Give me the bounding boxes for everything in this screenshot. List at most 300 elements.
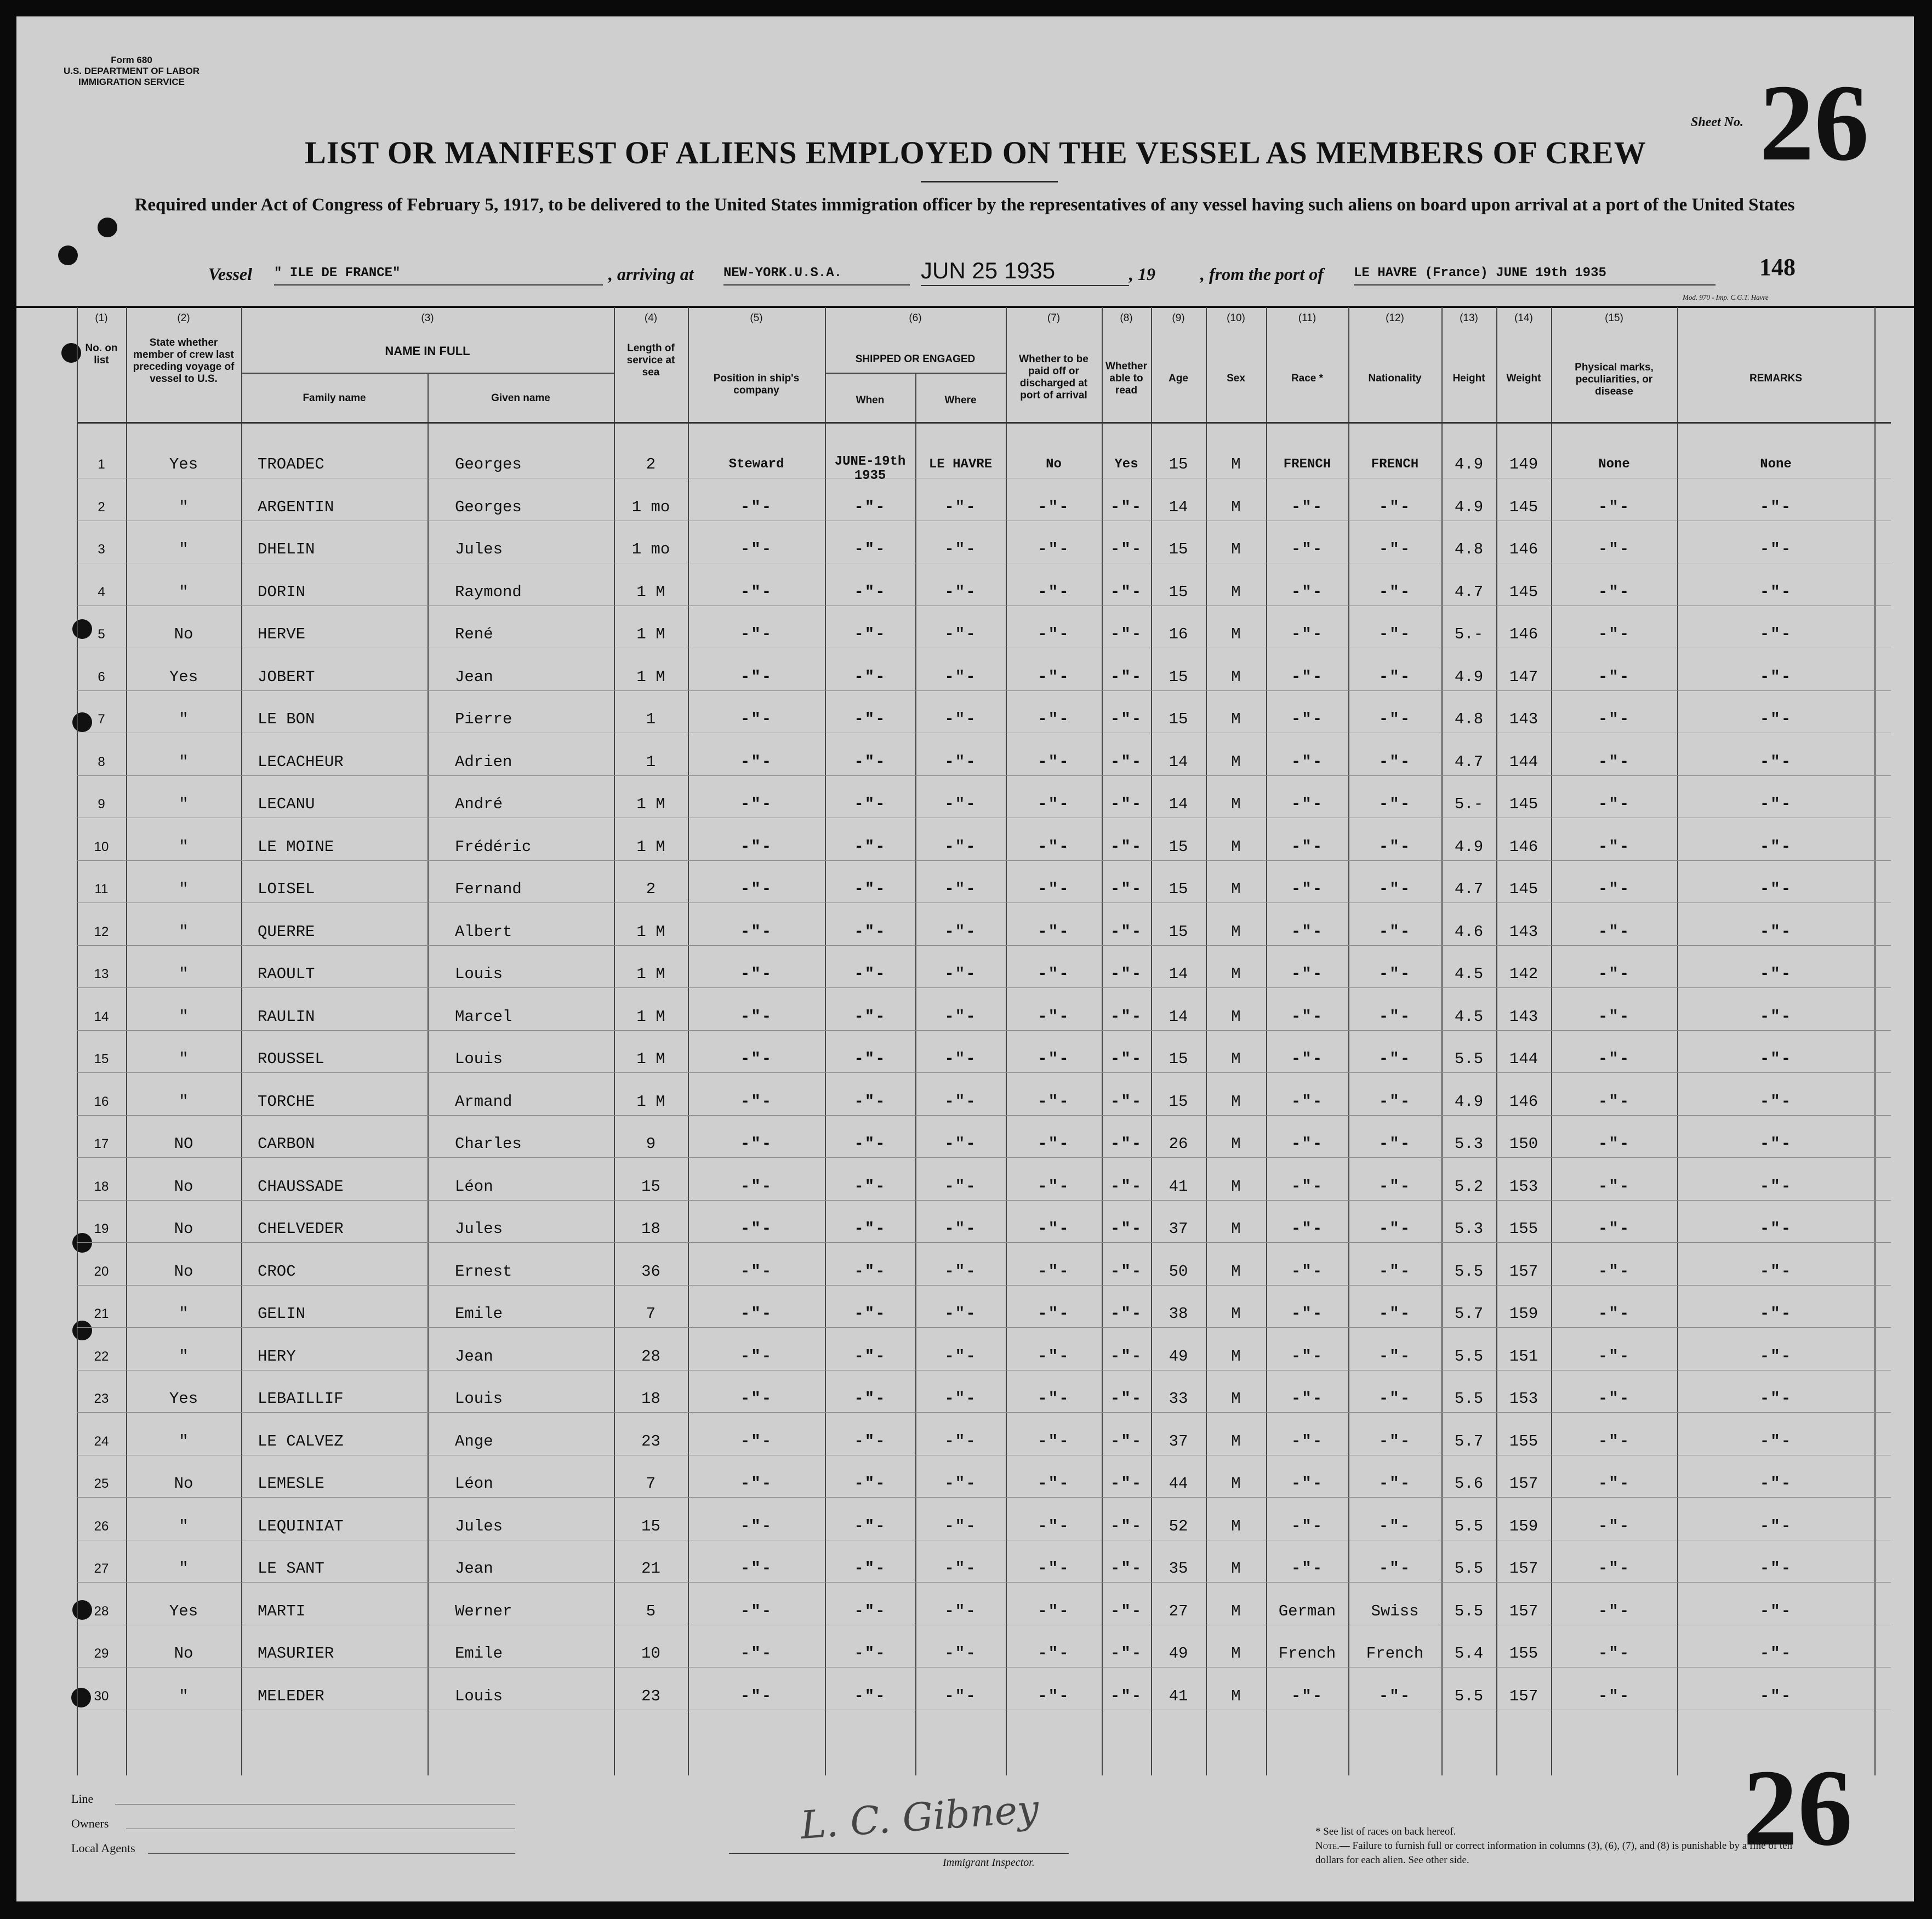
row-1-service: 2 — [646, 455, 656, 473]
row-16-service: 1 M — [636, 1092, 665, 1111]
row-30-marks: -"- — [1598, 1687, 1631, 1705]
row-2-pos: -"- — [740, 498, 773, 516]
row-24-height: 5.7 — [1454, 1432, 1484, 1450]
row-24-service: 23 — [641, 1432, 660, 1450]
row-11-no: 11 — [94, 882, 109, 896]
row-19-weight: 155 — [1509, 1220, 1538, 1238]
row-13-paid: -"- — [1038, 965, 1070, 983]
row-13-race: -"- — [1291, 965, 1324, 983]
column-rule — [1006, 307, 1007, 1775]
row-28-when: -"- — [854, 1602, 886, 1620]
row-4-height: 4.7 — [1454, 582, 1484, 601]
row-10-age: 15 — [1169, 837, 1188, 856]
row-2-when: -"- — [854, 498, 886, 516]
row-20-where: -"- — [944, 1262, 977, 1281]
row-8-remarks: -"- — [1759, 752, 1792, 771]
row-18-remarks: -"- — [1759, 1177, 1792, 1196]
row-2-race: -"- — [1291, 498, 1324, 516]
row-13-when: -"- — [854, 965, 886, 983]
row-26-given: Jules — [455, 1517, 503, 1535]
row-29-paid: -"- — [1038, 1644, 1070, 1663]
row-2-sex: M — [1231, 498, 1241, 516]
row-5-race: -"- — [1291, 625, 1324, 643]
row-9-pos: -"- — [740, 795, 773, 813]
row-5-remarks: -"- — [1759, 625, 1792, 643]
row-1-prev: Yes — [169, 455, 198, 473]
row-22-service: 28 — [641, 1347, 660, 1366]
row-2-nat: -"- — [1378, 498, 1411, 516]
col-header-race: Race * — [1291, 373, 1324, 384]
row-rule — [77, 1072, 1891, 1073]
row-24-sex: M — [1231, 1432, 1241, 1450]
row-30-prev: " — [179, 1687, 189, 1705]
row-28-family: MARTI — [258, 1602, 306, 1620]
row-20-service: 36 — [641, 1262, 660, 1281]
row-27-nat: -"- — [1378, 1560, 1411, 1578]
row-13-weight: 142 — [1509, 965, 1538, 983]
column-rule — [1266, 307, 1267, 1775]
row-19-read: -"- — [1110, 1220, 1143, 1238]
row-22-sex: M — [1231, 1347, 1241, 1366]
row-29-weight: 155 — [1509, 1644, 1538, 1663]
row-27-race: -"- — [1291, 1560, 1324, 1578]
row-11-family: LOISEL — [258, 880, 315, 898]
row-21-prev: " — [179, 1305, 189, 1323]
row-18-pos: -"- — [740, 1177, 773, 1196]
row-15-given: Louis — [455, 1050, 503, 1068]
row-29-nat: French — [1366, 1644, 1424, 1663]
col-header-remarks: REMARKS — [1749, 373, 1803, 384]
row-rule — [77, 1327, 1891, 1328]
row-7-race: -"- — [1291, 710, 1324, 728]
col-num-4: (4) — [644, 312, 658, 324]
row-4-age: 15 — [1169, 582, 1188, 601]
row-25-remarks: -"- — [1759, 1475, 1792, 1493]
row-rule — [77, 860, 1891, 861]
row-11-service: 2 — [646, 880, 656, 898]
row-9-age: 14 — [1169, 795, 1188, 813]
inspector-label: Immigrant Inspector. — [943, 1857, 1035, 1869]
vessel-label: Vessel — [208, 264, 252, 284]
row-10-family: LE MOINE — [258, 837, 334, 856]
column-rule — [1102, 307, 1103, 1775]
row-1-paid: No — [1046, 457, 1062, 472]
row-18-given: Léon — [455, 1177, 493, 1196]
row-15-service: 1 M — [636, 1050, 665, 1068]
row-15-height: 5.5 — [1454, 1050, 1484, 1068]
row-rule — [77, 1412, 1891, 1413]
row-25-no: 25 — [94, 1476, 109, 1491]
row-23-service: 18 — [641, 1390, 660, 1408]
row-26-family: LEQUINIAT — [258, 1517, 344, 1535]
row-29-height: 5.4 — [1454, 1644, 1484, 1663]
row-2-prev: " — [179, 498, 189, 516]
row-17-race: -"- — [1291, 1135, 1324, 1153]
row-17-sex: M — [1231, 1135, 1241, 1153]
column-rule — [1151, 307, 1152, 1775]
row-rule — [77, 945, 1891, 946]
row-20-paid: -"- — [1038, 1262, 1070, 1281]
row-25-nat: -"- — [1378, 1475, 1411, 1493]
row-10-weight: 146 — [1509, 837, 1538, 856]
row-rule — [77, 987, 1891, 988]
row-1-when: JUNE-19th 1935 — [834, 454, 906, 483]
row-20-prev: No — [174, 1262, 193, 1281]
row-21-height: 5.7 — [1454, 1305, 1484, 1323]
row-11-marks: -"- — [1598, 880, 1631, 898]
row-3-paid: -"- — [1038, 540, 1070, 558]
row-23-height: 5.5 — [1454, 1390, 1484, 1408]
row-25-pos: -"- — [740, 1475, 773, 1493]
row-16-pos: -"- — [740, 1092, 773, 1111]
row-6-where: -"- — [944, 667, 977, 686]
column-rule — [428, 373, 429, 1775]
row-26-remarks: -"- — [1759, 1517, 1792, 1535]
row-21-when: -"- — [854, 1305, 886, 1323]
row-17-no: 17 — [94, 1136, 109, 1151]
row-28-remarks: -"- — [1759, 1602, 1792, 1620]
row-29-race: French — [1278, 1644, 1336, 1663]
sheet-number: 26 — [1759, 62, 1869, 184]
row-1-remarks: None — [1760, 457, 1792, 472]
row-16-nat: -"- — [1378, 1092, 1411, 1111]
row-12-family: QUERRE — [258, 922, 315, 941]
row-3-sex: M — [1231, 540, 1241, 558]
row-14-remarks: -"- — [1759, 1007, 1792, 1026]
row-14-age: 14 — [1169, 1007, 1188, 1026]
row-24-given: Ange — [455, 1432, 493, 1450]
row-29-service: 10 — [641, 1644, 660, 1663]
punch-hole — [98, 218, 117, 237]
row-8-when: -"- — [854, 752, 886, 771]
row-28-prev: Yes — [169, 1602, 198, 1620]
row-1-nat: FRENCH — [1371, 457, 1419, 472]
row-4-paid: -"- — [1038, 582, 1070, 601]
row-rule — [77, 1582, 1891, 1583]
row-28-paid: -"- — [1038, 1602, 1070, 1620]
row-8-age: 14 — [1169, 752, 1188, 771]
row-19-race: -"- — [1291, 1220, 1324, 1238]
row-16-height: 4.9 — [1454, 1092, 1484, 1111]
row-25-height: 5.6 — [1454, 1475, 1484, 1493]
column-rule — [1874, 307, 1876, 1775]
row-14-height: 4.5 — [1454, 1007, 1484, 1026]
row-8-pos: -"- — [740, 752, 773, 771]
row-3-when: -"- — [854, 540, 886, 558]
row-24-remarks: -"- — [1759, 1432, 1792, 1450]
row-6-marks: -"- — [1598, 667, 1631, 686]
row-23-where: -"- — [944, 1390, 977, 1408]
row-28-age: 27 — [1169, 1602, 1188, 1620]
row-9-remarks: -"- — [1759, 795, 1792, 813]
row-30-given: Louis — [455, 1687, 503, 1705]
row-9-service: 1 M — [636, 795, 665, 813]
row-27-family: LE SANT — [258, 1560, 324, 1578]
row-12-prev: " — [179, 922, 189, 941]
note-text: Failure to furnish full or correct information in columns (3), (6), (7), and (8) is punishable by a fine of ten dollars for each alien. See other side. — [1315, 1840, 1793, 1866]
row-19-family: CHELVEDER — [258, 1220, 344, 1238]
row-6-given: Jean — [455, 667, 493, 686]
row-21-weight: 159 — [1509, 1305, 1538, 1323]
row-7-service: 1 — [646, 710, 656, 728]
row-16-no: 16 — [94, 1094, 109, 1109]
row-18-no: 18 — [94, 1179, 109, 1194]
row-29-pos: -"- — [740, 1644, 773, 1663]
row-3-prev: " — [179, 540, 189, 558]
col-header-paid-off: Whether to be paid off or discharged at port of arrival — [1019, 353, 1088, 401]
row-14-weight: 143 — [1509, 1007, 1538, 1026]
row-27-where: -"- — [944, 1560, 977, 1578]
row-21-age: 38 — [1169, 1305, 1188, 1323]
row-3-weight: 146 — [1509, 540, 1538, 558]
row-12-weight: 143 — [1509, 922, 1538, 941]
row-9-height: 5.- — [1454, 795, 1484, 813]
row-17-given: Charles — [455, 1135, 522, 1153]
row-11-read: -"- — [1110, 880, 1143, 898]
row-26-height: 5.5 — [1454, 1517, 1484, 1535]
row-14-pos: -"- — [740, 1007, 773, 1026]
local-agents-field — [148, 1853, 515, 1854]
punch-hole — [58, 245, 78, 265]
row-14-family: RAULIN — [258, 1007, 315, 1026]
row-26-nat: -"- — [1378, 1517, 1411, 1535]
row-6-age: 15 — [1169, 667, 1188, 686]
row-25-paid: -"- — [1038, 1475, 1070, 1493]
row-13-nat: -"- — [1378, 965, 1411, 983]
row-12-given: Albert — [455, 922, 512, 941]
arrival-port: NEW-YORK.U.S.A. — [723, 266, 910, 285]
row-4-race: -"- — [1291, 582, 1324, 601]
row-5-read: -"- — [1110, 625, 1143, 643]
shipped-subheader-rule — [825, 373, 1006, 374]
row-1-age: 15 — [1169, 455, 1188, 473]
inspector-signature: L. C. Gibney — [799, 1786, 1041, 1848]
departure-port: LE HAVRE (France) JUNE 19th 1935 — [1354, 266, 1716, 285]
row-19-paid: -"- — [1038, 1220, 1070, 1238]
row-5-service: 1 M — [636, 625, 665, 643]
row-22-family: HERY — [258, 1347, 296, 1366]
row-14-marks: -"- — [1598, 1007, 1631, 1026]
col-num-8: (8) — [1120, 312, 1133, 324]
port-label: , from the port of — [1200, 264, 1324, 284]
row-16-when: -"- — [854, 1092, 886, 1111]
row-14-sex: M — [1231, 1007, 1241, 1026]
row-10-no: 10 — [94, 839, 109, 854]
row-18-read: -"- — [1110, 1177, 1143, 1196]
row-19-sex: M — [1231, 1220, 1241, 1238]
row-6-read: -"- — [1110, 667, 1143, 686]
row-24-race: -"- — [1291, 1432, 1324, 1450]
row-19-given: Jules — [455, 1220, 503, 1238]
row-24-weight: 155 — [1509, 1432, 1538, 1450]
row-30-nat: -"- — [1378, 1687, 1411, 1705]
row-18-height: 5.2 — [1454, 1177, 1484, 1196]
row-4-marks: -"- — [1598, 582, 1631, 601]
row-21-no: 21 — [94, 1306, 109, 1321]
row-11-paid: -"- — [1038, 880, 1070, 898]
col-header-family-name: Family name — [303, 392, 366, 404]
col-header-given-name: Given name — [491, 392, 550, 404]
row-1-family: TROADEC — [258, 455, 324, 473]
row-21-paid: -"- — [1038, 1305, 1070, 1323]
row-4-given: Raymond — [455, 582, 522, 601]
row-8-prev: " — [179, 752, 189, 771]
printer-mark: Mod. 970 - Imp. C.G.T. Havre — [1683, 293, 1769, 301]
row-25-service: 7 — [646, 1475, 656, 1493]
row-26-when: -"- — [854, 1517, 886, 1535]
row-23-prev: Yes — [169, 1390, 198, 1408]
row-rule — [77, 1157, 1891, 1158]
row-14-where: -"- — [944, 1007, 977, 1026]
row-4-read: -"- — [1110, 582, 1143, 601]
row-25-weight: 157 — [1509, 1475, 1538, 1493]
row-15-family: ROUSSEL — [258, 1050, 324, 1068]
row-18-where: -"- — [944, 1177, 977, 1196]
row-17-prev: NO — [174, 1135, 193, 1153]
row-22-no: 22 — [94, 1349, 109, 1364]
row-7-read: -"- — [1110, 710, 1143, 728]
row-27-prev: " — [179, 1560, 189, 1578]
row-16-sex: M — [1231, 1092, 1241, 1111]
row-6-paid: -"- — [1038, 667, 1070, 686]
arrival-date-stamp: JUN 25 1935 — [921, 258, 1129, 286]
row-14-prev: " — [179, 1007, 189, 1026]
row-3-no: 3 — [98, 542, 105, 557]
line-label: Line — [71, 1792, 94, 1806]
arriving-label: , arriving at — [608, 264, 694, 284]
row-10-read: -"- — [1110, 837, 1143, 856]
row-7-prev: " — [179, 710, 189, 728]
row-17-where: -"- — [944, 1135, 977, 1153]
row-7-given: Pierre — [455, 710, 512, 728]
row-3-family: DHELIN — [258, 540, 315, 558]
row-27-remarks: -"- — [1759, 1560, 1792, 1578]
row-14-race: -"- — [1291, 1007, 1324, 1026]
row-17-nat: -"- — [1378, 1135, 1411, 1153]
row-29-remarks: -"- — [1759, 1644, 1792, 1663]
row-26-prev: " — [179, 1517, 189, 1535]
row-13-where: -"- — [944, 965, 977, 983]
row-23-marks: -"- — [1598, 1390, 1631, 1408]
row-27-pos: -"- — [740, 1560, 773, 1578]
row-8-nat: -"- — [1378, 752, 1411, 771]
row-18-nat: -"- — [1378, 1177, 1411, 1196]
row-19-when: -"- — [854, 1220, 886, 1238]
row-10-where: -"- — [944, 837, 977, 856]
row-10-height: 4.9 — [1454, 837, 1484, 856]
row-22-read: -"- — [1110, 1347, 1143, 1366]
col-header-weight: Weight — [1506, 373, 1541, 384]
owners-label: Owners — [71, 1817, 109, 1830]
row-5-weight: 146 — [1509, 625, 1538, 643]
row-22-paid: -"- — [1038, 1347, 1070, 1366]
row-26-marks: -"- — [1598, 1517, 1631, 1535]
row-15-read: -"- — [1110, 1050, 1143, 1068]
row-16-where: -"- — [944, 1092, 977, 1111]
row-28-marks: -"- — [1598, 1602, 1631, 1620]
row-21-family: GELIN — [258, 1305, 306, 1323]
row-18-sex: M — [1231, 1177, 1241, 1196]
local-agents-label: Local Agents — [71, 1841, 135, 1855]
row-25-where: -"- — [944, 1475, 977, 1493]
row-12-when: -"- — [854, 922, 886, 941]
row-2-where: -"- — [944, 498, 977, 516]
row-25-prev: No — [174, 1475, 193, 1493]
row-26-read: -"- — [1110, 1517, 1143, 1535]
row-24-nat: -"- — [1378, 1432, 1411, 1450]
row-18-marks: -"- — [1598, 1177, 1631, 1196]
row-6-weight: 147 — [1509, 667, 1538, 686]
row-19-no: 19 — [94, 1221, 109, 1236]
col-header-name: NAME IN FULL — [385, 344, 470, 358]
name-subheader-rule — [241, 373, 614, 374]
row-16-race: -"- — [1291, 1092, 1324, 1111]
row-29-age: 49 — [1169, 1644, 1188, 1663]
row-5-prev: No — [174, 625, 193, 643]
year-label: , 19 — [1129, 264, 1155, 284]
row-11-nat: -"- — [1378, 880, 1411, 898]
col-num-12: (12) — [1386, 312, 1404, 324]
column-rule — [614, 307, 615, 1775]
row-17-service: 9 — [646, 1135, 656, 1153]
row-20-height: 5.5 — [1454, 1262, 1484, 1281]
service: IMMIGRATION SERVICE — [78, 77, 185, 87]
row-7-family: LE BON — [258, 710, 315, 728]
row-13-height: 4.5 — [1454, 965, 1484, 983]
row-27-no: 27 — [94, 1561, 109, 1576]
row-16-marks: -"- — [1598, 1092, 1631, 1111]
col-num-5: (5) — [750, 312, 763, 324]
row-20-marks: -"- — [1598, 1262, 1631, 1281]
row-13-pos: -"- — [740, 965, 773, 983]
row-7-height: 4.8 — [1454, 710, 1484, 728]
row-7-sex: M — [1231, 710, 1241, 728]
row-15-pos: -"- — [740, 1050, 773, 1068]
document-subtitle: Required under Act of Congress of February 5, 1917, to be delivered to the United States immigration officer by the representatives of any vessel having such aliens on board upon arrival at a port of the United States — [134, 195, 1795, 215]
row-10-nat: -"- — [1378, 837, 1411, 856]
row-22-prev: " — [179, 1347, 189, 1366]
row-20-given: Ernest — [455, 1262, 512, 1281]
row-27-given: Jean — [455, 1560, 493, 1578]
row-24-no: 24 — [94, 1433, 109, 1449]
row-7-where: -"- — [944, 710, 977, 728]
row-11-pos: -"- — [740, 880, 773, 898]
row-3-marks: -"- — [1598, 540, 1631, 558]
row-20-read: -"- — [1110, 1262, 1143, 1281]
row-24-where: -"- — [944, 1432, 977, 1450]
row-30-where: -"- — [944, 1687, 977, 1705]
row-28-height: 5.5 — [1454, 1602, 1484, 1620]
row-2-paid: -"- — [1038, 498, 1070, 516]
row-27-height: 5.5 — [1454, 1560, 1484, 1578]
row-13-marks: -"- — [1598, 965, 1631, 983]
row-15-when: -"- — [854, 1050, 886, 1068]
row-16-paid: -"- — [1038, 1092, 1070, 1111]
row-25-read: -"- — [1110, 1475, 1143, 1493]
row-30-pos: -"- — [740, 1687, 773, 1705]
row-12-remarks: -"- — [1759, 922, 1792, 941]
form-info — [38, 55, 225, 88]
row-9-sex: M — [1231, 795, 1241, 813]
row-30-paid: -"- — [1038, 1687, 1070, 1705]
row-5-age: 16 — [1169, 625, 1188, 643]
row-13-prev: " — [179, 965, 189, 983]
row-20-weight: 157 — [1509, 1262, 1538, 1281]
row-18-prev: No — [174, 1177, 193, 1196]
row-2-weight: 145 — [1509, 498, 1538, 516]
row-8-family: LECACHEUR — [258, 752, 344, 771]
row-18-service: 15 — [641, 1177, 660, 1196]
